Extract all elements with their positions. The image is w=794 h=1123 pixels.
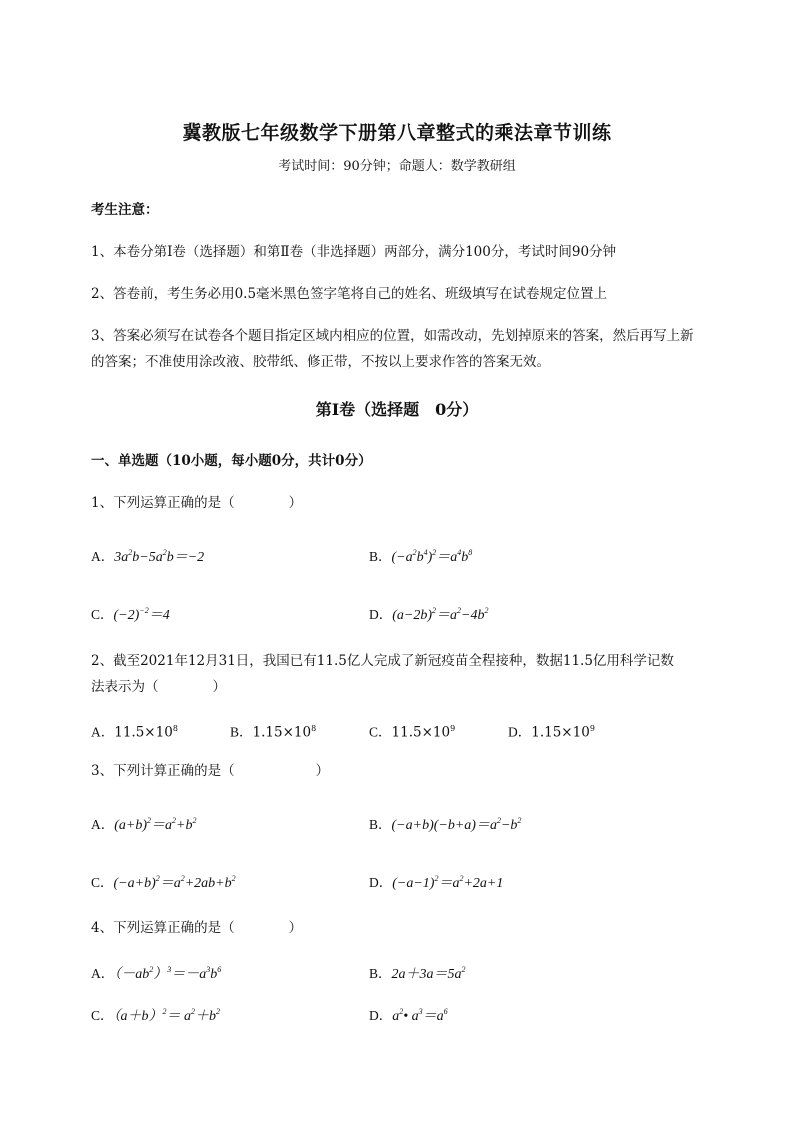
question-4-option-b[interactable]: B．$2a+3a=5a^2$: [369, 965, 466, 982]
notice-item-3: 3、答案必须写在试卷各个题目指定区域内相应的位置，如需改动，先划掉原来的答案，然后再写上新: [91, 328, 694, 344]
question-1-option-a[interactable]: A．$3a^2b-5a^2b=-2$: [91, 548, 205, 565]
option-label: C．: [91, 607, 114, 622]
option-label: D．: [369, 875, 393, 890]
part-heading: 一、单选题（10小题，每小题0分，共计0分）: [91, 453, 372, 469]
option-label: B．: [369, 817, 392, 832]
notice-heading: 考生注意：: [91, 202, 159, 218]
question-1-stem: 1、下列运算正确的是（ ）: [91, 495, 303, 511]
question-2-stem: 2、截至2021年12月31日，我国已有11.5亿人完成了新冠疫苗全程接种，数据11.5亿用科学记数: [91, 653, 674, 669]
question-3-option-d[interactable]: D．$(-a-1)^2=a^2+2a+1$: [369, 874, 504, 891]
option-label: A．: [91, 549, 115, 564]
option-label: A．: [91, 724, 115, 740]
question-2-option-b[interactable]: B．$1.15\times 10^8$: [230, 724, 317, 741]
question-2-option-a[interactable]: A．$11.5\times 10^8$: [91, 724, 178, 741]
question-4-stem: 4、下列运算正确的是（ ）: [91, 920, 303, 936]
question-3-option-c[interactable]: C．$(-a+b)^2=a^2+2ab+b^2$: [91, 874, 236, 891]
question-3-option-a[interactable]: A．$(a+b)^2=a^2+b^2$: [91, 816, 197, 833]
question-1-option-b[interactable]: B．$(-a^2b^4)^2=a^4b^8$: [369, 548, 473, 565]
option-label: B．: [369, 966, 392, 981]
option-label: D．: [369, 607, 393, 622]
option-label: C．: [91, 875, 114, 890]
notice-item-1: 1、本卷分第I卷（选择题）和第Ⅱ卷（非选择题）两部分，满分100分，考试时间90分钟: [91, 244, 617, 260]
exam-subtitle: 考试时间：90分钟；命题人：数学教研组: [278, 159, 516, 174]
question-3-stem: 3、下列计算正确的是（ ）: [91, 763, 330, 779]
notice-item-3-cont: 的答案；不准使用涂改液、胶带纸、修正带，不按以上要求作答的答案无效。: [91, 354, 550, 370]
option-label: D．: [508, 724, 532, 740]
page-title: 冀教版七年级数学下册第八章整式的乘法章节训练: [182, 122, 612, 144]
question-1-option-d[interactable]: D．$(a-2b)^2=a^2-4b^2$: [369, 606, 489, 623]
question-2-option-c[interactable]: C．$11.5\times 10^9$: [369, 724, 456, 741]
option-label: A．: [91, 817, 115, 832]
notice-item-2: 2、答卷前，考生务必用0.5毫米黑色签字笔将自己的姓名、班级填写在试卷规定位置上: [91, 286, 608, 302]
option-label: B．: [230, 724, 253, 740]
question-2-stem-cont: 法表示为（ ）: [91, 679, 226, 695]
question-4-option-a[interactable]: A．$(-ab^2)^3=-a^3b^6$: [91, 965, 222, 982]
option-label: C．: [91, 1008, 114, 1023]
question-3-option-b[interactable]: B．$(-a+b)(-b+a)=a^2-b^2$: [369, 816, 522, 833]
question-4-option-d[interactable]: D．$a^2•$ $a^3=a^6$: [369, 1007, 448, 1024]
section-title: 第I卷（选择题 0分）: [315, 400, 479, 419]
question-1-option-c[interactable]: C．$(-2)^{-2}=4$: [91, 606, 170, 623]
option-label: D．: [369, 1008, 393, 1023]
option-label: C．: [369, 724, 392, 740]
option-label: B．: [369, 549, 392, 564]
option-label: A．: [91, 966, 115, 981]
question-2-option-d[interactable]: D．$1.15\times 10^9$: [508, 724, 595, 741]
question-4-option-c[interactable]: C．$(a+b)^2= a^2+b^2$: [91, 1007, 221, 1024]
